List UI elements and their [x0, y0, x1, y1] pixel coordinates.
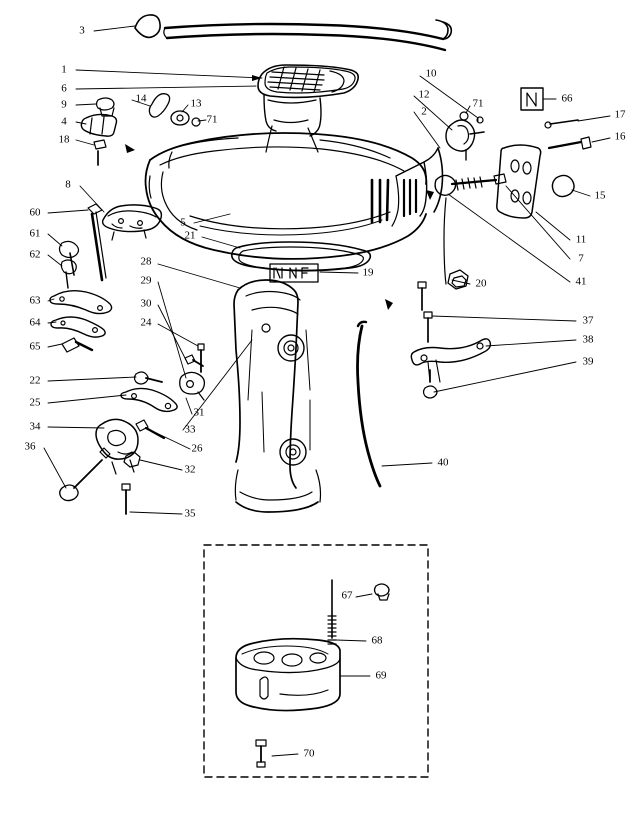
part-26-rod: [136, 420, 164, 438]
callout-14: 14: [135, 92, 147, 105]
callout-13: 13: [190, 97, 202, 110]
callout-38: 38: [582, 333, 594, 346]
callout-67: 67: [341, 589, 353, 602]
part-60-rod: [88, 204, 106, 280]
part-3-trim-strip: [135, 15, 451, 50]
callout-60: 60: [29, 206, 41, 219]
callout-4: 4: [61, 115, 67, 128]
part-71-washer-left: [192, 118, 200, 126]
callout-61: 61: [29, 227, 41, 240]
callout-32: 32: [184, 463, 196, 476]
part-4-block: [81, 114, 116, 136]
callout-11: 11: [575, 233, 587, 246]
part-13-washer: [171, 111, 189, 125]
callout-25: 25: [29, 396, 41, 409]
callout-40: 40: [437, 456, 449, 469]
part-70-bolt: [256, 740, 266, 767]
callout-62: 62: [29, 248, 41, 261]
callout-71-left: 71: [206, 113, 218, 126]
callout-8: 8: [65, 178, 71, 191]
callout-18: 18: [58, 133, 70, 146]
part-20-bolt: [418, 282, 426, 310]
part-14-clip: [149, 94, 169, 117]
callout-70: 70: [303, 747, 315, 760]
callout-9: 9: [61, 98, 67, 111]
callout-12: 12: [418, 88, 430, 101]
callout-3: 3: [79, 24, 85, 37]
part-9-grommet: [97, 98, 115, 116]
part-69-cowl: [236, 639, 340, 711]
part-16-bolt: [549, 137, 591, 149]
callout-26: 26: [191, 442, 203, 455]
part-29-link: [180, 372, 205, 400]
callout-39: 39: [582, 355, 594, 368]
part-11-anode-plate: [497, 145, 541, 218]
part-24-screw: [198, 344, 204, 372]
part-18-bolt: [94, 140, 106, 165]
part-1-top-cover: [258, 65, 358, 97]
callout-28: 28: [140, 255, 152, 268]
callout-20: 20: [475, 277, 487, 290]
callout-7: 7: [578, 252, 584, 265]
callout-68: 68: [371, 634, 383, 647]
part-36-spring-rod: [60, 448, 110, 501]
callout-36: 36: [24, 440, 36, 453]
callout-63: 63: [29, 294, 41, 307]
callout-21: 21: [184, 229, 196, 242]
part-35-bolt: [122, 484, 130, 514]
callout-65: 65: [29, 340, 41, 353]
callout-33: 33: [184, 423, 196, 436]
part-20-nut: [448, 270, 468, 289]
callout-69: 69: [375, 669, 387, 682]
part-65-bolt: [62, 338, 92, 352]
part-38-bracket: [411, 339, 490, 382]
part-40-shift-rod: [358, 322, 381, 486]
callout-19: 19: [362, 266, 374, 279]
part-63-bracket: [50, 291, 112, 314]
callout-30: 30: [140, 297, 152, 310]
part-37-bolt: [424, 312, 432, 342]
part-19-rnf-plate: [270, 264, 318, 282]
callout-16: 16: [614, 130, 626, 143]
callout-22: 22: [29, 374, 41, 387]
callout-37: 37: [582, 314, 594, 327]
callout-31: 31: [193, 406, 205, 419]
callout-2: 2: [421, 105, 427, 118]
part-10-upper-mount: [446, 117, 484, 160]
part-71-washer-right: [460, 112, 468, 120]
callout-29: 29: [140, 274, 152, 287]
part-67-cap: [375, 584, 390, 600]
part-15-cap: [552, 175, 574, 196]
part-7-shaft-spring: [435, 174, 506, 284]
callout-66: 66: [561, 92, 573, 105]
part-66-n-plate: [521, 88, 543, 110]
callout-64: 64: [29, 316, 41, 329]
part-17-bolt: [545, 120, 578, 128]
callout-35: 35: [184, 507, 196, 520]
callout-17: 17: [614, 108, 626, 121]
callout-1: 1: [61, 63, 67, 76]
part-64-link: [51, 317, 105, 337]
callout-10: 10: [425, 67, 437, 80]
callout-41: 41: [575, 275, 587, 288]
callout-5: 5: [180, 216, 186, 229]
part-28-exhaust-housing: [234, 280, 321, 512]
callout-71-right: 71: [472, 97, 484, 110]
callout-15: 15: [594, 189, 606, 202]
part-25-bracket: [121, 388, 177, 411]
part-39-bolt: [424, 370, 438, 398]
part-68-probe: [328, 580, 336, 644]
callout-24: 24: [140, 316, 152, 329]
callout-34: 34: [29, 420, 41, 433]
callout-6: 6: [61, 82, 67, 95]
part-22-pin: [135, 372, 163, 384]
